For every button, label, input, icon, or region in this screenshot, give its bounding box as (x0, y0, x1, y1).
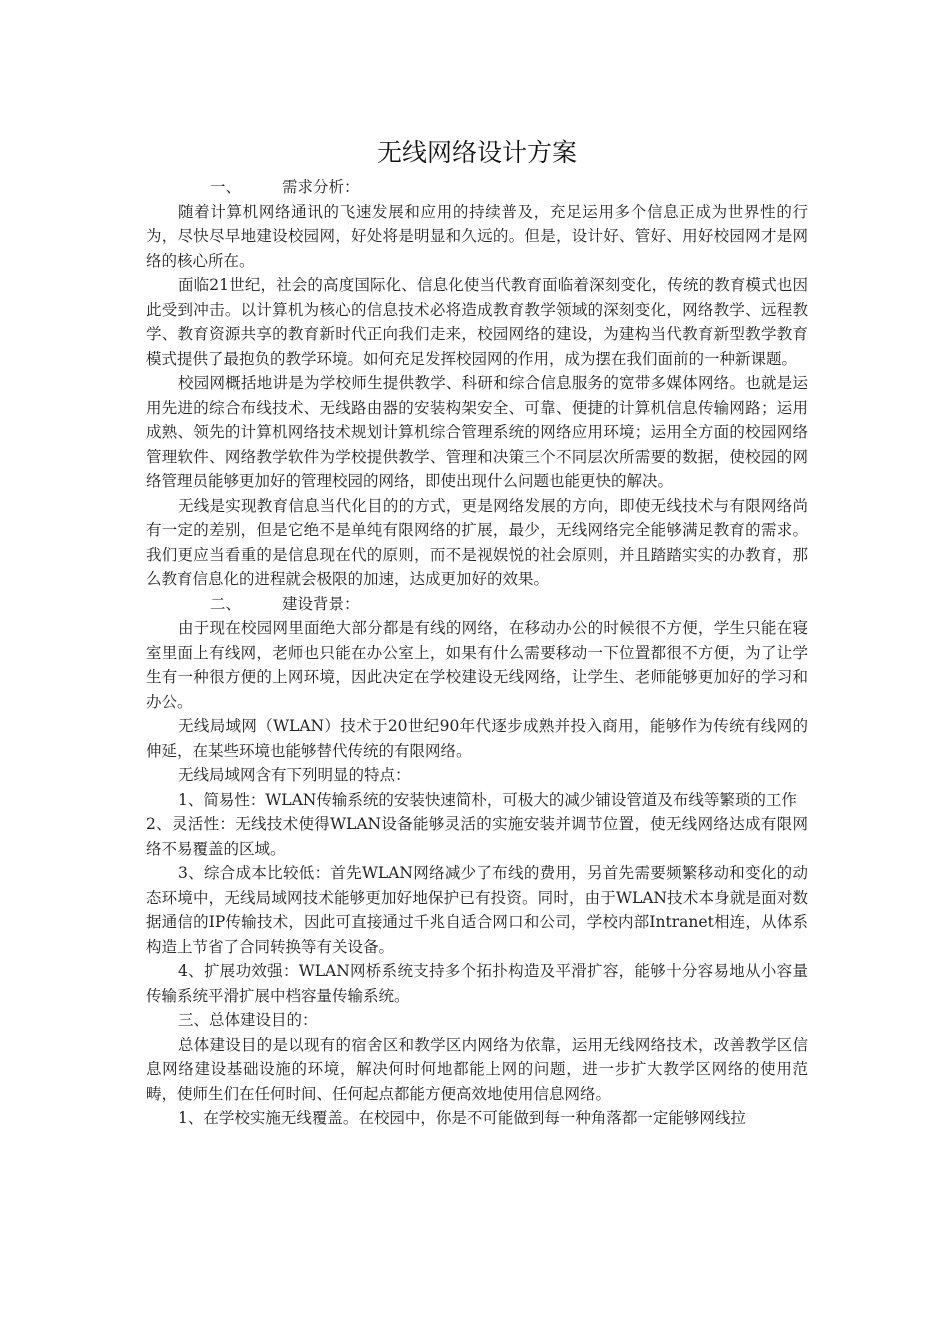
paragraph: 3、综合成本比较低：首先WLAN网络减少了布线的费用，另首先需要频繁移动和变化的动态环境中，无线局域网技术能够更加好地保护已有投资。同时，由于WLAN技术本身就是面对数据通信的IP传输技术，因此可直接通过千兆自适合网口和公司，学校内部Intranet相连，从体系构造上节省了合同转换等有关设备。 (146, 864, 808, 956)
document-page (146, 133, 808, 1131)
paragraph: 4、扩展功效强：WLAN网桥系统支持多个拓扑构造及平滑扩容，能够十分容易地从小容量传输系统平滑扩展中档容量传输系统。 (146, 962, 808, 1005)
paragraph: 由于现在校园网里面绝大部分都是有线的网络，在移动办公的时候很不方便，学生只能在寝室里面上有线网，老师也只能在办公室上，如果有什么需要移动一下位置都很不方便，为了让学生有一种很方便的上网环境，因此决定在学校建设无线网络，让学生、老师能够更加好的学习和办公。 (146, 619, 808, 711)
section-label: 需求分析： (282, 178, 360, 196)
paragraph: 1、在学校实施无线覆盖。在校园中，你是不可能做到每一种角落都一定能够网线拉 (178, 1109, 746, 1127)
paragraph: 无线局域网含有下列明显的特点： (178, 766, 411, 784)
section-heading-background (146, 592, 808, 617)
paragraph: 1、简易性：WLAN传输系统的安装快速简朴，可极大的减少铺设管道及布线等繁琐的工作 (178, 790, 797, 809)
paragraph: 无线是实现教育信息当代化目的的方式，更是网络发展的方向，即使无线技术与有限网络尚有一定的差别，但是它绝不是单纯有限网络的扩展，最少，无线网络完全能够满足教育的需求。我们更应当看重的是信息现在代的原则，而不是视娱悦的社会原则，并且踏踏实实的办教育，那么教育信息化的进程就会极限的加速，达成更加好的效果。 (146, 496, 808, 588)
document-title: 无线网络设计方案 (376, 138, 577, 167)
paragraph: 总体建设目的是以现有的宿舍区和教学区内网络为依靠，运用无线网络技术，改善教学区信息网络建设基础设施的环境，解决何时何地都能上网的问题，进一步扩大教学区网络的使用范畴，使师生们在任何时间、任何起点都能方便高效地使用信息网络。 (146, 1035, 808, 1103)
paragraph: 无线局域网（WLAN）技术于20世纪90年代逐步成熟并投入商用，能够作为传统有线网的伸延，在某些环境也能够替代传统的有限网络。 (146, 717, 808, 760)
section-number: 一、 (210, 178, 242, 196)
section-heading-requirements (146, 175, 808, 200)
paragraph: 校园网概括地讲是为学校师生提供教学、科研和综合信息服务的宽带多媒体网络。也就是运用先进的综合布线技术、无线路由器的安装构架安全、可靠、便捷的计算机信息传输网路；运用成熟、领先的计算机网络技术规划计算机综合管理系统的网络应用环境；运用全方面的校园网络管理软件、网络教学软件为学校提供教学、管理和决策三个不同层次所需要的数据，使校园的网络管理员能够更加好的管理校园的网络，即使出现什么问题也能更快的解决。 (146, 374, 808, 490)
section-number: 二、 (210, 594, 242, 613)
paragraph: 随着计算机网络通讯的飞速发展和应用的持续普及，充足运用多个信息正成为世界性的行为，尽快尽早地建设校园网，好处将是明显和久远的。但是，设计好、管好、用好校园网才是网络的核心所在。 (146, 202, 808, 270)
paragraph: 面临21世纪，社会的高度国际化、信息化使当代教育面临着深刻变化，传统的教育模式也因此受到冲击。以计算机为核心的信息技术必将造成教育教学领域的深刻变化，网络教学、远程教学、教育资源共享的教育新时代正向我们走来，校园网络的建设，为建构当代教育新型教学教育模式提供了最抱负的教学环境。如何充足发挥校园网的作用，成为摆在我们面前的一种新课题。 (146, 276, 808, 368)
section-label: 建设背景： (282, 594, 360, 613)
paragraph: 2、灵活性：无线技术使得WLAN设备能够灵活的实施安装并调节位置，使无线网络达成有限网络不易覆盖的区域。 (146, 815, 808, 858)
section-heading-goals: 三、总体建设目的： (178, 1011, 318, 1029)
